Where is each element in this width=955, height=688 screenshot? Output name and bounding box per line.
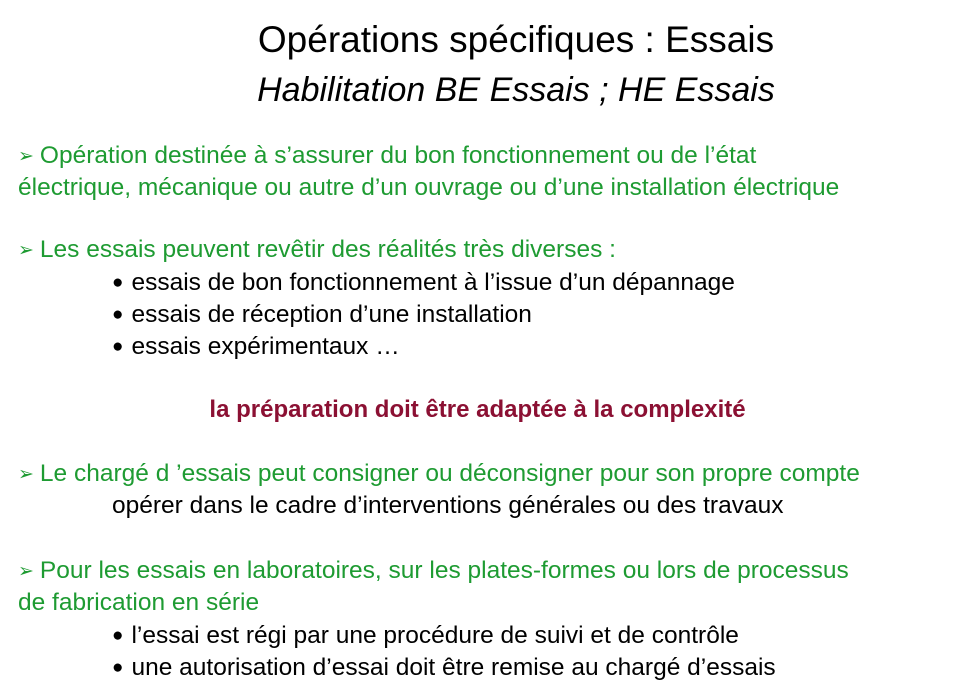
list-item [112, 652, 776, 684]
circle-bullet-icon: ● [112, 304, 124, 325]
point-text: Les essais peuvent revêtir des réalités très diverses : [39, 236, 616, 263]
arrow-bullet-icon: ➢ [18, 464, 34, 485]
point-4-line-1 [18, 555, 849, 588]
list-item-text: essais de bon fonctionnement à l’issue d’un dépannage [131, 269, 735, 296]
list-item [112, 267, 735, 299]
list-item-text: l’essai est régi par une procédure de suivi et de contrôle [131, 622, 739, 649]
point-text: Le chargé d ’essais peut consigner ou déconsigner pour son propre compte [39, 460, 860, 487]
point-4-line-2: de fabrication en série [18, 589, 260, 616]
slide-title: Opérations spécifiques : Essais [257, 19, 775, 60]
emphasis-statement: la préparation doit être adaptée à la complexité [209, 396, 746, 423]
circle-bullet-icon: ● [112, 336, 124, 357]
point-text: Opération destinée à s’assurer du bon fonctionnement ou de l’état [39, 142, 757, 169]
point-text: Pour les essais en laboratoires, sur les plates-formes ou lors de processus [39, 557, 849, 584]
circle-bullet-icon: ● [112, 657, 124, 678]
list-item [112, 299, 532, 331]
list-item-text: une autorisation d’essai doit être remise au chargé d’essais [131, 654, 776, 681]
list-item [112, 620, 739, 652]
point-3-subtext: opérer dans le cadre d’interventions générales ou des travaux [112, 492, 784, 519]
point-2-line-1 [18, 234, 616, 267]
point-3-line-1 [18, 458, 860, 491]
list-item-text: essais de réception d’une installation [131, 301, 532, 328]
arrow-bullet-icon: ➢ [18, 240, 34, 261]
point-1-line-2: électrique, mécanique ou autre d’un ouvrage ou d’une installation électrique [18, 174, 840, 201]
arrow-bullet-icon: ➢ [18, 146, 34, 167]
circle-bullet-icon: ● [112, 625, 124, 646]
circle-bullet-icon: ● [112, 272, 124, 293]
list-item-text: essais expérimentaux … [131, 333, 400, 360]
slide-subtitle: Habilitation BE Essais ; HE Essais [257, 71, 775, 109]
arrow-bullet-icon: ➢ [18, 561, 34, 582]
point-1-line-1 [18, 140, 756, 173]
list-item [112, 331, 400, 363]
